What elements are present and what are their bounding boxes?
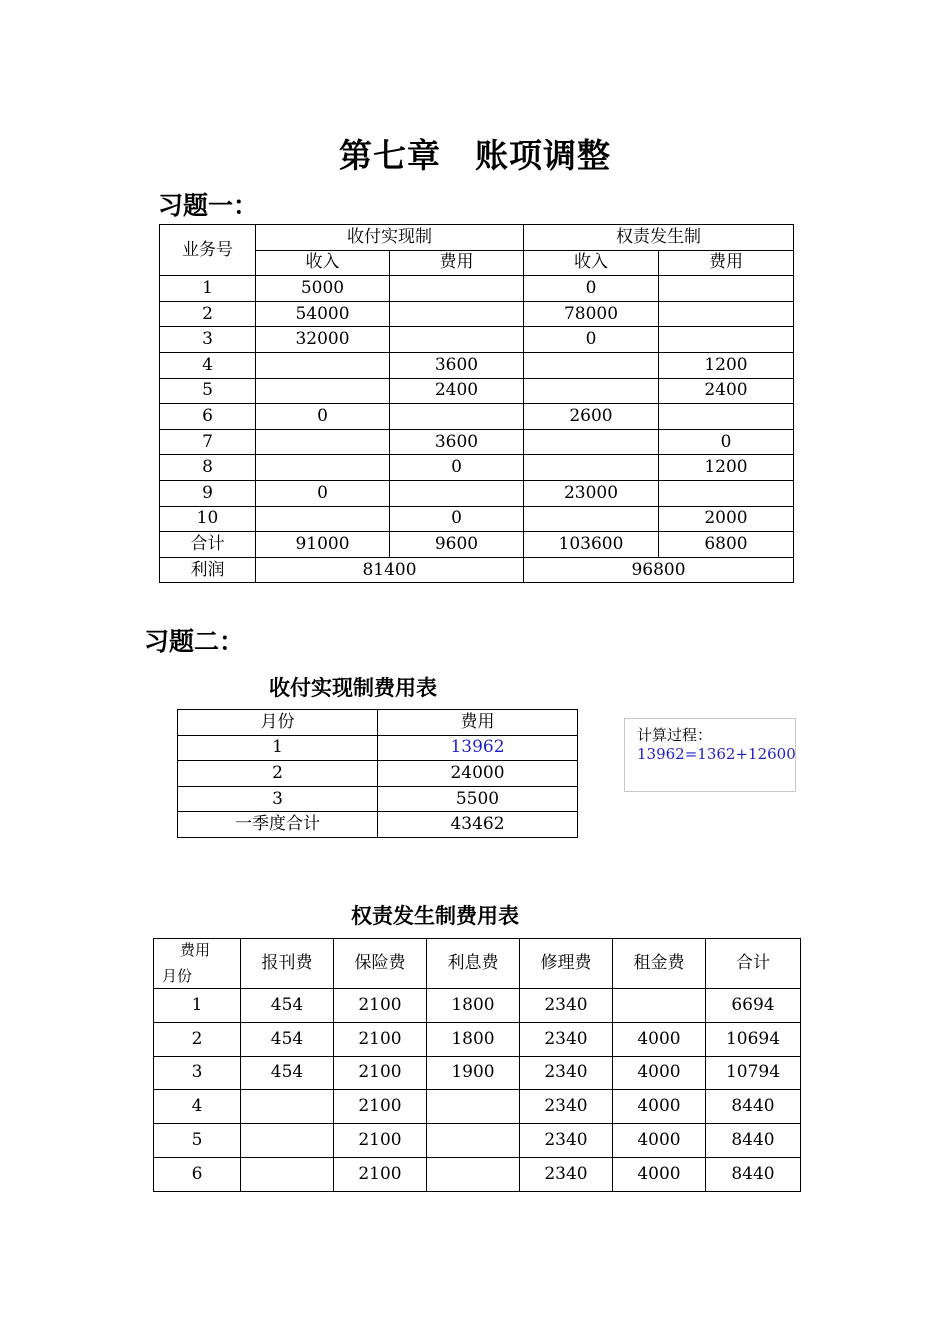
table-cell: 8440 (706, 1157, 801, 1191)
table-cell: 1800 (427, 1022, 520, 1056)
table-cell: 6 (160, 404, 256, 430)
table-row (154, 1157, 801, 1191)
table-cell: 2340 (520, 1056, 613, 1090)
table-row (154, 989, 801, 1023)
table-cell: 2340 (520, 1124, 613, 1158)
table-cell: 454 (241, 1022, 334, 1056)
table-cell: 8440 (706, 1090, 801, 1124)
exercise1-table (159, 224, 794, 583)
table-row (160, 301, 794, 327)
table-row (160, 404, 794, 430)
table-cell: 0 (659, 429, 794, 455)
table-cell: 4000 (613, 1090, 706, 1124)
col-header: 租金费 (613, 939, 706, 989)
col-header: 保险费 (334, 939, 427, 989)
table-cell (524, 378, 659, 404)
total-cell: 9600 (390, 532, 524, 558)
table-cell: 4000 (613, 1056, 706, 1090)
table-cell: 2 (154, 1022, 241, 1056)
table-cell (427, 1090, 520, 1124)
total-cell: 6800 (659, 532, 794, 558)
col-header: 利息费 (427, 939, 520, 989)
table-cell (390, 301, 524, 327)
col-header: 合计 (706, 939, 801, 989)
table-row (160, 455, 794, 481)
table-cell: 2100 (334, 1090, 427, 1124)
table-cell: 一季度合计 (178, 812, 378, 838)
exercise2-heading: 习题二： (144, 627, 245, 656)
table-cell: 2340 (520, 1022, 613, 1056)
profit-label: 利润 (160, 557, 256, 583)
table-cell: 4000 (613, 1157, 706, 1191)
table-cell: 24000 (378, 761, 578, 787)
table-cell (524, 352, 659, 378)
table-cell: 3 (160, 327, 256, 353)
corner-header-bottom: 月份 (162, 967, 193, 985)
table-cell: 23000 (524, 480, 659, 506)
table-row (160, 429, 794, 455)
table-cell: 2100 (334, 1157, 427, 1191)
table-cell: 1 (178, 735, 378, 761)
table-cell (659, 327, 794, 353)
col-header-month: 月份 (178, 710, 378, 736)
table-cell: 2 (178, 761, 378, 787)
table-cell: 9 (160, 480, 256, 506)
table-cell: 1200 (659, 352, 794, 378)
table-row (154, 1090, 801, 1124)
cash-table-title: 收付实现制费用表 (269, 676, 437, 700)
table-cell (427, 1124, 520, 1158)
table-row (178, 735, 578, 761)
table-cell (390, 404, 524, 430)
sub-header-expense: 费用 (659, 250, 794, 276)
table-cell (241, 1090, 334, 1124)
table-cell: 2600 (524, 404, 659, 430)
table-cell: 5000 (256, 276, 390, 302)
table-row (160, 378, 794, 404)
table-row (160, 327, 794, 353)
corner-header-top: 费用 (179, 941, 210, 959)
table-row (178, 761, 578, 787)
sub-header-expense: 费用 (390, 250, 524, 276)
calculation-note (624, 718, 796, 792)
total-cell: 103600 (524, 532, 659, 558)
table-cell: 8440 (706, 1124, 801, 1158)
table-row (178, 812, 578, 838)
table-cell: 4000 (613, 1022, 706, 1056)
table-row (154, 1056, 801, 1090)
group-header-cash: 收付实现制 (256, 225, 524, 251)
table-cell: 0 (256, 480, 390, 506)
table-cell: 2000 (659, 506, 794, 532)
table-cell: 4 (154, 1090, 241, 1124)
table-cell: 2 (160, 301, 256, 327)
table-cell: 5 (154, 1124, 241, 1158)
table-cell (613, 989, 706, 1023)
table-cell: 4000 (613, 1124, 706, 1158)
table-cell (659, 301, 794, 327)
highlighted-value: 13962 (378, 735, 578, 761)
table-cell: 10694 (706, 1022, 801, 1056)
table-cell: 2400 (659, 378, 794, 404)
sub-header-income: 收入 (256, 250, 390, 276)
sub-header-income: 收入 (524, 250, 659, 276)
cash-expense-table (177, 709, 578, 838)
col-header: 修理费 (520, 939, 613, 989)
table-cell: 454 (241, 989, 334, 1023)
table-cell: 2340 (520, 1157, 613, 1191)
table-cell: 0 (524, 327, 659, 353)
page-title: 第七章 账项调整 (339, 136, 611, 175)
table-cell: 1900 (427, 1056, 520, 1090)
table-cell (256, 352, 390, 378)
table-cell (427, 1157, 520, 1191)
table-cell: 1 (154, 989, 241, 1023)
col-header-expense: 费用 (378, 710, 578, 736)
table-cell (659, 480, 794, 506)
table-cell: 54000 (256, 301, 390, 327)
table-cell (241, 1157, 334, 1191)
total-row (160, 532, 794, 558)
table-cell (524, 455, 659, 481)
table-cell: 5 (160, 378, 256, 404)
profit-cash: 81400 (256, 557, 524, 583)
table-cell (390, 480, 524, 506)
table-cell: 0 (524, 276, 659, 302)
table-cell (241, 1124, 334, 1158)
table-cell (524, 506, 659, 532)
table-cell: 3 (154, 1056, 241, 1090)
table-cell: 3 (178, 786, 378, 812)
table-cell: 2340 (520, 1090, 613, 1124)
table-cell (256, 429, 390, 455)
calculation-label: 计算过程： (637, 726, 713, 744)
col-header-id: 业务号 (160, 225, 256, 276)
profit-accrual: 96800 (524, 557, 794, 583)
calculation-formula: 13962=1362+12600 (637, 744, 796, 763)
table-cell (390, 327, 524, 353)
table-cell: 32000 (256, 327, 390, 353)
table-row (160, 352, 794, 378)
table-cell: 1800 (427, 989, 520, 1023)
table-row (160, 506, 794, 532)
profit-row (160, 557, 794, 583)
total-label: 合计 (160, 532, 256, 558)
table-cell: 1 (160, 276, 256, 302)
table-cell: 7 (160, 429, 256, 455)
table-row (154, 1124, 801, 1158)
table-row (160, 480, 794, 506)
table-cell: 78000 (524, 301, 659, 327)
table-cell: 2100 (334, 1124, 427, 1158)
table-cell (524, 429, 659, 455)
accrual-expense-table (153, 938, 801, 1192)
table-cell (256, 455, 390, 481)
table-cell: 43462 (378, 812, 578, 838)
table-cell (256, 378, 390, 404)
table-cell: 0 (390, 455, 524, 481)
table-cell: 6694 (706, 989, 801, 1023)
accrual-table-title: 权责发生制费用表 (351, 904, 519, 928)
table-cell: 1200 (659, 455, 794, 481)
table-cell: 6 (154, 1157, 241, 1191)
table-cell: 454 (241, 1056, 334, 1090)
table-cell: 2100 (334, 1056, 427, 1090)
table-row (178, 786, 578, 812)
table-row (160, 276, 794, 302)
group-header-accrual: 权责发生制 (524, 225, 794, 251)
total-cell: 91000 (256, 532, 390, 558)
table-cell: 2100 (334, 989, 427, 1023)
table-cell: 3600 (390, 429, 524, 455)
table-cell (256, 506, 390, 532)
col-header: 报刊费 (241, 939, 334, 989)
table-cell: 0 (256, 404, 390, 430)
table-cell: 10794 (706, 1056, 801, 1090)
table-cell: 2100 (334, 1022, 427, 1056)
exercise1-heading: 习题一： (158, 191, 259, 220)
table-cell: 8 (160, 455, 256, 481)
table-cell: 10 (160, 506, 256, 532)
table-cell (390, 276, 524, 302)
table-cell (659, 276, 794, 302)
table-cell: 4 (160, 352, 256, 378)
corner-header (154, 939, 241, 989)
table-cell: 0 (390, 506, 524, 532)
table-cell: 2340 (520, 989, 613, 1023)
table-cell: 3600 (390, 352, 524, 378)
table-cell: 2400 (390, 378, 524, 404)
table-cell (659, 404, 794, 430)
table-cell: 5500 (378, 786, 578, 812)
table-row (154, 1022, 801, 1056)
